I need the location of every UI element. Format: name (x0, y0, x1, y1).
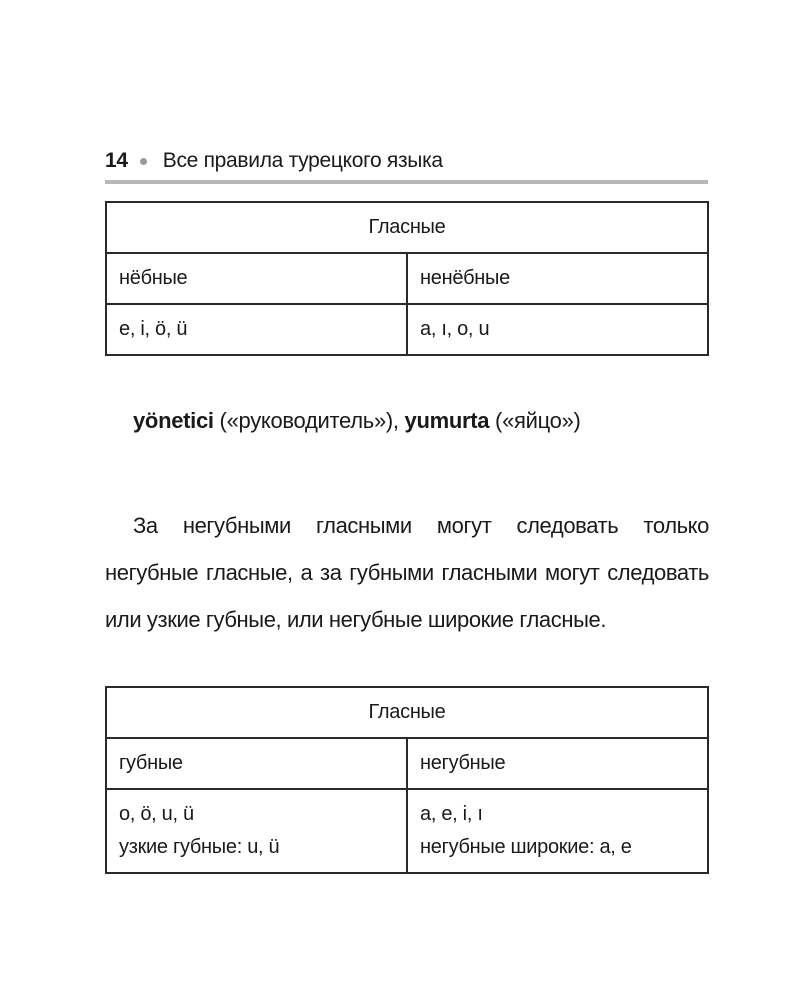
example-gloss: («яйцо») (489, 408, 581, 433)
column-heading-nonpalatal: ненёбные (407, 253, 708, 304)
example-word: yumurta (404, 408, 490, 433)
column-heading-labial: губные (106, 738, 407, 789)
wide-nonlabial-vowels: негубные широкие: a, e (420, 836, 632, 858)
nonpalatal-vowels-cell: a, ı, o, u (407, 304, 708, 355)
labial-vowels-list: o, ö, u, ü (119, 803, 194, 825)
nonlabial-vowels-cell (407, 789, 708, 873)
palatal-vowels-table (105, 201, 709, 356)
page-number: 14 (105, 149, 128, 172)
example-line (133, 408, 581, 434)
narrow-labial-vowels: узкие губные: u, ü (119, 836, 280, 858)
palatal-vowels-cell: e, i, ö, ü (106, 304, 407, 355)
book-title: Все правила турецкого языка (162, 149, 443, 172)
running-header (105, 146, 708, 176)
column-heading-palatal: нёбные (106, 253, 407, 304)
example-word: yönetici (133, 408, 214, 433)
header-divider (105, 180, 708, 184)
column-heading-nonlabial: негубные (407, 738, 708, 789)
table-title: Гласные (106, 687, 708, 738)
rule-paragraph: За негубными гласными могут следовать только негубные гласные, а за губными гласными могут следовать или узкие губные, или негубные широкие гласные. (105, 513, 709, 632)
labial-vowels-cell (106, 789, 407, 873)
bullet-dot-icon (140, 158, 147, 165)
labial-vowels-table (105, 686, 709, 874)
table-title: Гласные (106, 202, 708, 253)
nonlabial-vowels-list: a, e, i, ı (420, 803, 483, 825)
example-gloss: («руководитель»), (213, 408, 405, 433)
